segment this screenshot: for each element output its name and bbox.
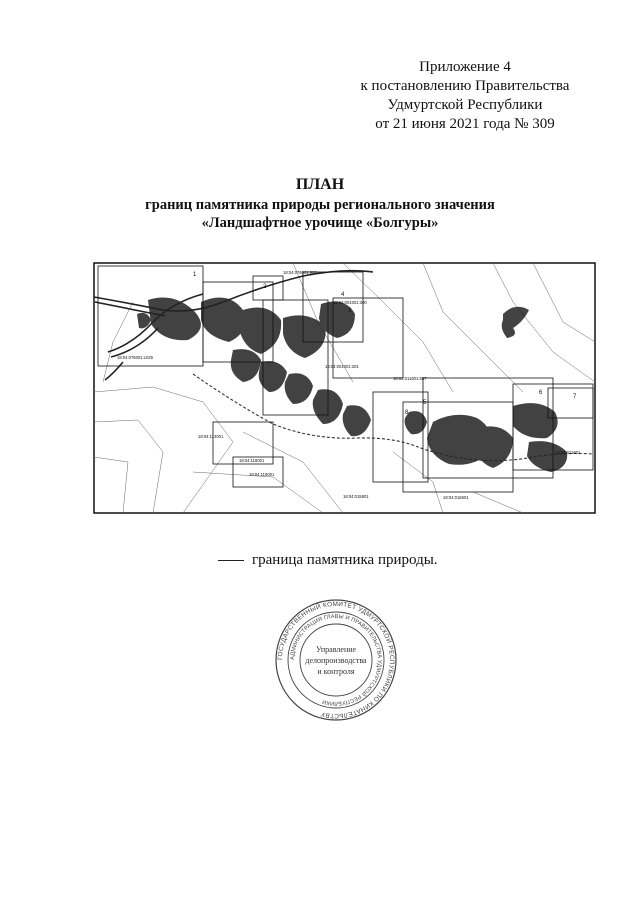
map-legend [218,552,438,569]
map-number: 7 [573,394,577,400]
map-number: 6 [539,390,543,396]
map-number: 4 [341,292,345,298]
boundary-map [93,262,596,514]
attachment-header [340,58,590,134]
map-number: 1 [193,272,197,278]
map-label: 18:04:076001:986 [283,270,317,275]
map-label: 18:04:076001:1025 [117,355,154,360]
map-number: 3 [348,308,352,314]
attachment-date: от 21 июня 2021 года № 309 [375,116,555,132]
map-label: 18:04:113001 [198,434,224,439]
map-number: 8 [405,410,409,416]
seal-center-line3: и контроля [317,667,355,676]
map-label: 18:04:001001:301 [325,364,359,369]
attachment-republic: Удмуртской Республики [387,97,543,113]
seal-center-line2: делопроизводства [305,656,367,665]
attachment-number: Приложение 4 [419,59,511,75]
map-number: 2 [263,284,267,290]
seal-center-line1: Управление [315,645,357,654]
map-label: 18:04:015801 [343,494,369,499]
map-label: 18:04:011601 [555,450,581,455]
seal-ring-text: ГОСУДАРСТВЕННЫЙ КОМИТЕТ УДМУРТСКОЙ РЕСПУБЛИКИ ПО КИНАТЕЛЬСТВУ [276,600,396,720]
legend-text: граница памятника природы. [252,552,438,568]
map-label: 18:04:118001 [239,458,265,463]
map-label: 18:04:011601:587 [393,376,427,381]
map-label: 18:04:001001:300 [333,300,367,305]
map-number: 5 [423,400,427,406]
attachment-resolution: к постановлению Правительства [360,78,570,94]
official-seal [274,598,398,722]
plan-subtitle: границ памятника природы регионального значения [145,197,495,213]
map-label: 18:04:016601 [443,495,469,500]
boundary-line-symbol [218,560,244,561]
seal-inner-text: АДМИНИСТРАЦИЯ ГЛАВЫ И ПРАВИТЕЛЬСТВА УДМУРТСКОЙ РЕСПУБЛИКИ [289,613,383,707]
plan-title: ПЛАН [295,176,345,193]
plan-object-name: «Ландшафтное урочище «Болгуры» [201,215,439,231]
map-label: 18:04:119001 [249,472,275,477]
